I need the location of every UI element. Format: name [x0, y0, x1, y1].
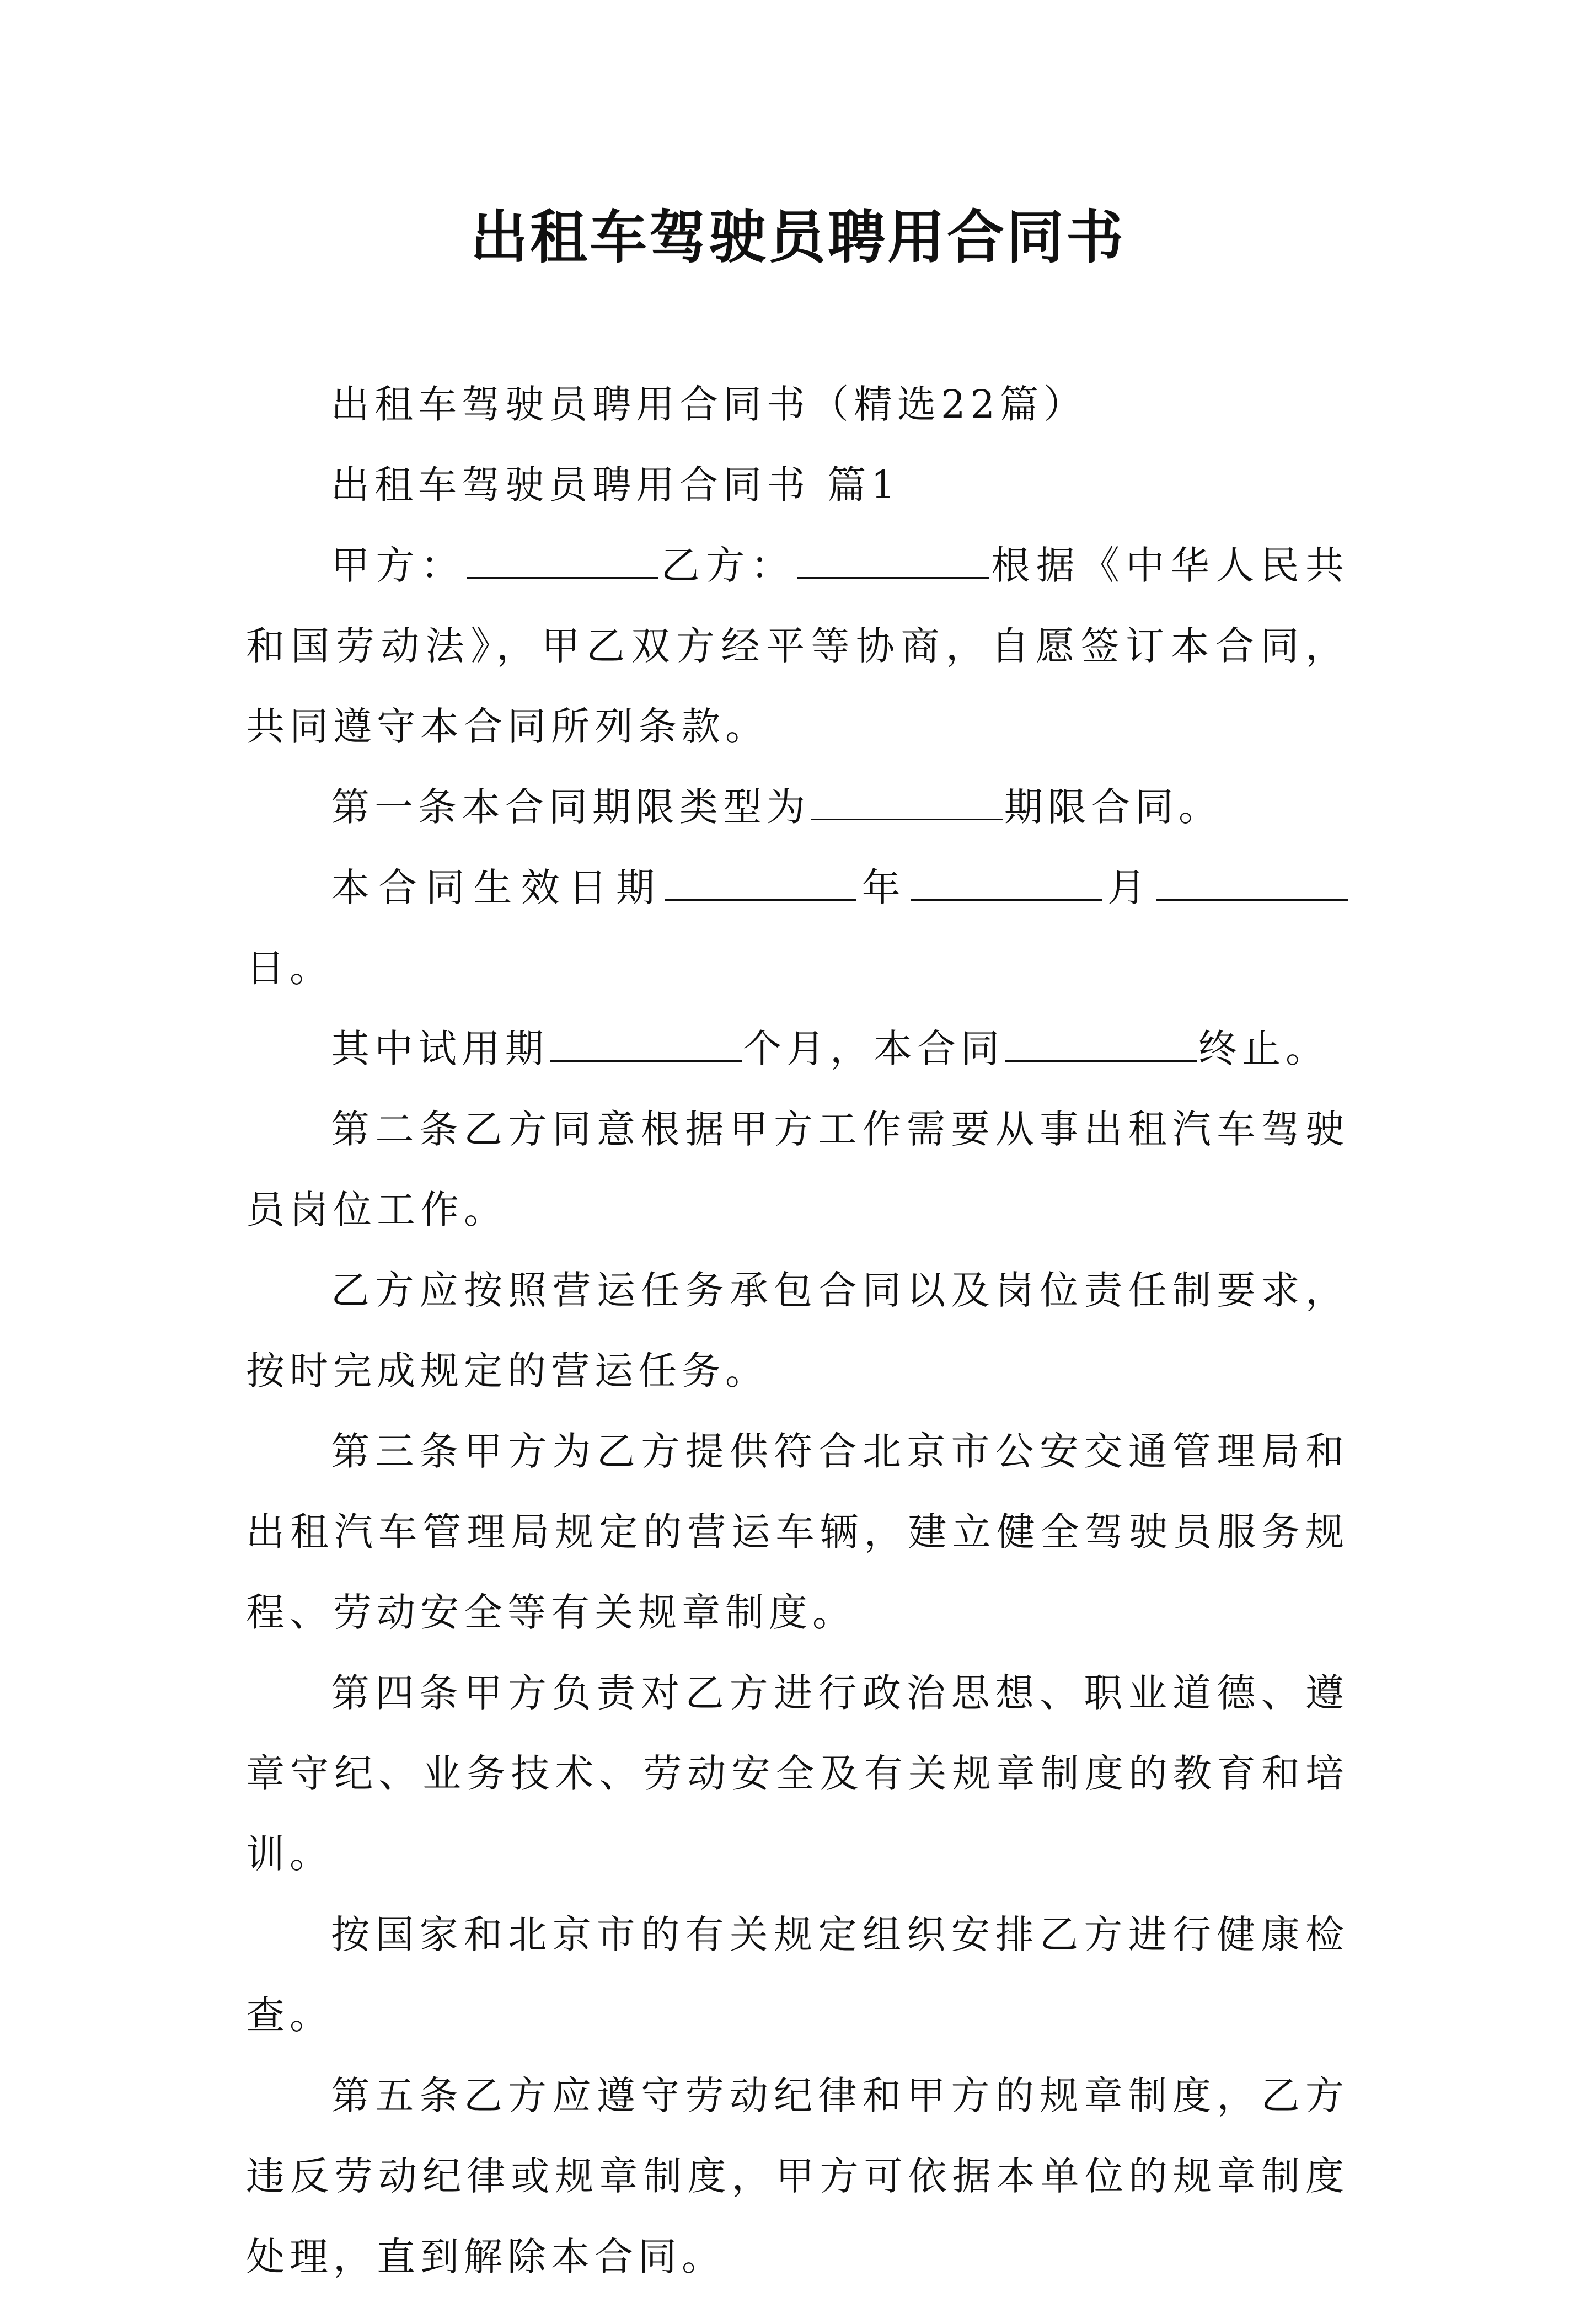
- paragraph-article-5: 第五条乙方应遵守劳动纪律和甲方的规章制度，乙方违反劳动纪律或规章制度，甲方可依据本单位的规章制度处理，直到解除本合同。: [246, 2073, 1349, 2279]
- probation-months-blank: [550, 1025, 742, 1062]
- paragraph-article-3: 第三条甲方为乙方提供符合北京市公安交通管理局和出租汽车管理局规定的营运车辆，建立健全驾驶员服务规程、劳动安全等有关规章制度。: [246, 1429, 1349, 1635]
- termination-blank: [1005, 1025, 1197, 1062]
- paragraph-article-4: 第四条甲方负责对乙方进行政治思想、职业道德、遵章守纪、业务技术、劳动安全及有关规章制度的教育和培训。: [246, 1670, 1349, 1877]
- party-a-blank: [467, 542, 658, 579]
- party-a-label: 甲方：: [331, 543, 466, 588]
- paragraph-probation: [246, 1008, 1349, 1089]
- termination-label: 终止。: [1198, 1026, 1329, 1071]
- paragraph-tasks: 乙方应按照营运任务承包合同以及岗位责任制要求，按时完成规定的营运任务。: [246, 1268, 1349, 1393]
- document-title: 出租车驾驶员聘用合同书: [470, 203, 1126, 271]
- article-1-text: 第一条本合同期限类型为: [331, 784, 810, 830]
- day-blank: [1156, 864, 1348, 901]
- party-b-label: 乙方：: [660, 543, 796, 588]
- party-b-blank: [797, 542, 989, 579]
- paragraph-article-1: [246, 767, 1349, 847]
- parties-text: 根据《中华人民共和国劳动法》，甲乙双方经平等协商，自愿签订本合同，共同遵守本合同所列条款。: [246, 543, 1349, 749]
- month-label: 月: [1103, 865, 1155, 910]
- paragraph-article-2: 第二条乙方同意根据甲方工作需要从事出租汽车驾驶员岗位工作。: [246, 1107, 1349, 1232]
- effective-date-label: 本合同生效日期: [331, 865, 664, 910]
- article-1-suffix: 期限合同。: [1004, 784, 1222, 830]
- year-label: 年: [858, 865, 909, 910]
- day-label: 日。: [246, 945, 333, 991]
- document-body: [246, 364, 1349, 2297]
- probation-months-label: 个月，本合同: [743, 1026, 1004, 1071]
- paragraph-health-check: 按国家和北京市的有关规定组织安排乙方进行健康检查。: [246, 1912, 1349, 2038]
- year-blank: [665, 864, 856, 901]
- chapter-heading: 出租车驾驶员聘用合同书 篇1: [331, 462, 901, 508]
- subtitle: 出租车驾驶员聘用合同书（精选22篇）: [331, 382, 1088, 427]
- term-type-blank: [811, 783, 1003, 820]
- paragraph-effective-date: [246, 847, 1349, 1008]
- month-blank: [911, 864, 1102, 901]
- paragraph-parties: [246, 525, 1349, 767]
- probation-label: 其中试用期: [331, 1026, 549, 1071]
